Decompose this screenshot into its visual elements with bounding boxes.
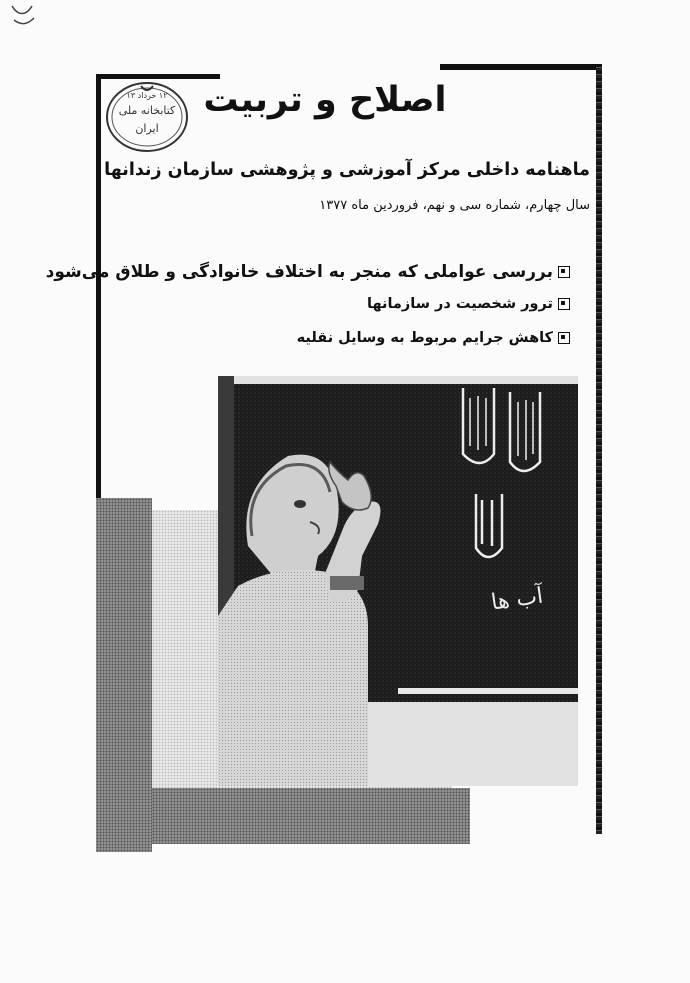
square-bullet-icon [558,266,570,278]
stamp-text [104,80,190,154]
magazine-title: اصلاح و تربیت [203,80,447,120]
stamp-country: ایران [135,122,159,135]
frame-top-right-line [440,64,600,70]
headline-text: ترور شخصیت در سازمانها [367,296,553,312]
halftone-block-left [96,498,152,852]
corner-handwritten-mark [8,2,36,32]
headline-text: کاهش جرایم مربوط به وسایل نقلیه [296,330,553,346]
frame-right-line [596,64,602,834]
chalkboard-word: آب ها [489,583,545,616]
chalk-tray [398,688,578,694]
square-bullet-icon [558,332,570,344]
cover-photo-boy-at-chalkboard [218,376,578,786]
stamp-date: ۱۲ خرداد ۱۳ [126,91,168,100]
magazine-subtitle: ماهنامه داخلی مرکز آموزشی و پژوهشی سازمان زندانها [104,160,590,180]
stamp-library: کتابخانه ملی [118,104,176,117]
square-bullet-icon [558,298,570,310]
headline-text: بررسی عواملی که منجر به اختلاف خانوادگی و طلاق می‌شود [45,262,553,282]
halftone-block-bottom [152,788,470,844]
issue-info: سال چهارم، شماره سی و نهم، فروردین ماه ۱۳۷۷ [319,198,590,213]
headline-item [297,330,570,346]
headline-item [367,296,570,312]
frame-top-left-line [96,74,220,79]
headline-item [46,262,570,282]
